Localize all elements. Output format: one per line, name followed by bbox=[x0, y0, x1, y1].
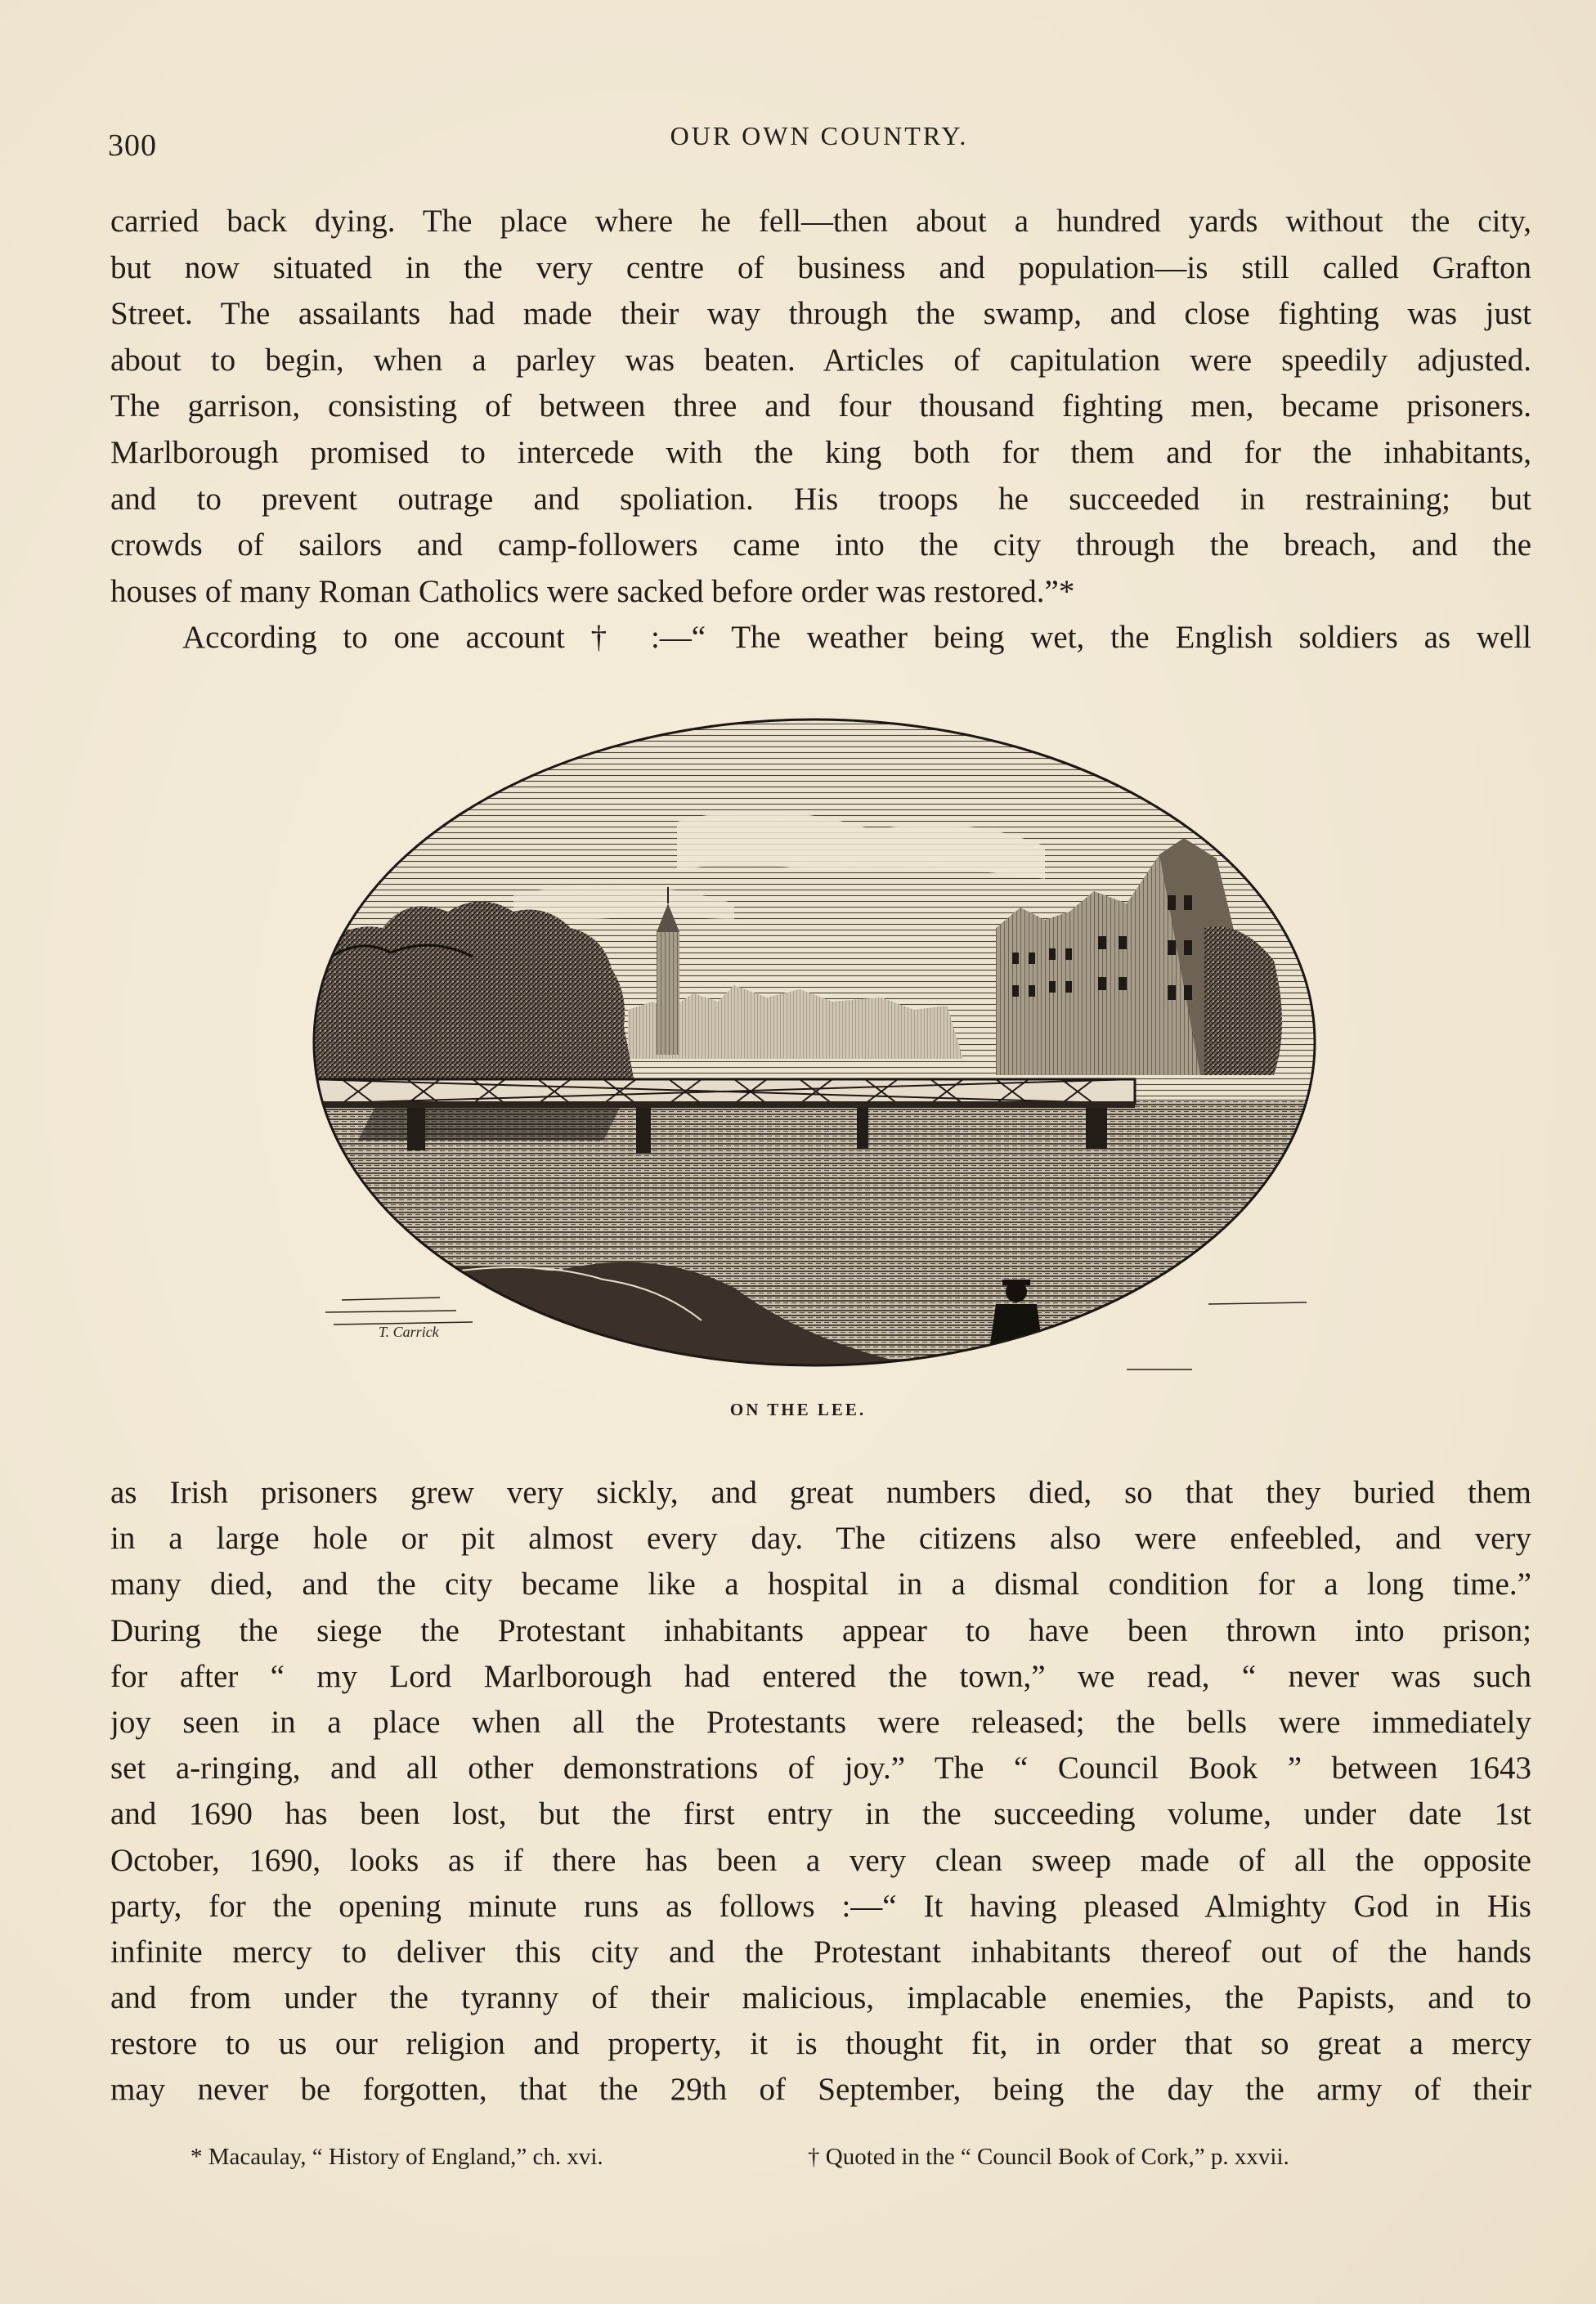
text-line: and 1690 has been lost, but the first entry in the succeeding volume, under date 1st bbox=[110, 1796, 1531, 1832]
engraving-on-the-lee bbox=[309, 715, 1336, 1392]
body-text-bottom bbox=[110, 1470, 1531, 2113]
text-line: Street. The assailants had made their way through the swamp, and close fighting was just bbox=[110, 296, 1531, 332]
body-text-top bbox=[110, 199, 1531, 661]
footnote-macaulay: * Macaulay, “ History of England,” ch. xvi. bbox=[191, 2144, 603, 2170]
running-title: OUR OWN COUNTRY. bbox=[670, 121, 969, 150]
text-line: infinite mercy to deliver this city and the Protestant inhabitants thereof out of the hands bbox=[110, 1934, 1531, 1970]
text-line: and to prevent outrage and spoliation. His troops he succeeded in restraining; but bbox=[110, 481, 1531, 517]
page-number: 300 bbox=[108, 128, 157, 163]
text-line: party, for the opening minute runs as follows :—“ It having pleased Almighty God in His bbox=[110, 1888, 1531, 1924]
text-line: for after “ my Lord Marlborough had entered the town,” we read, “ never was such bbox=[110, 1658, 1531, 1694]
text-line: The garrison, consisting of between three and four thousand fighting men, became prisoners. bbox=[110, 388, 1531, 424]
text-line: During the siege the Protestant inhabitants appear to have been thrown into prison; bbox=[110, 1612, 1531, 1648]
figure-caption: ON THE LEE. bbox=[729, 1400, 867, 1419]
text-line: joy seen in a place when all the Protestants were released; the bells were immediately bbox=[110, 1704, 1531, 1740]
text-line: many died, and the city became like a hospital in a dismal condition for a long time.” bbox=[110, 1567, 1531, 1602]
footnotes bbox=[0, 2144, 1596, 2176]
text-line: set a-ringing, and all other demonstrations of joy.” The “ Council Book ” between 1643 bbox=[110, 1750, 1531, 1786]
text-line: in a large hole or pit almost every day. The citizens also were enfeebled, and very bbox=[110, 1521, 1531, 1557]
text-line: October, 1690, looks as if there has been a very clean sweep made of all the opposite bbox=[110, 1842, 1531, 1878]
text-line: houses of many Roman Catholics were sacked before order was restored.”* bbox=[110, 573, 1075, 609]
text-line: restore to us our religion and property, it is thought fit, in order that so great a mercy bbox=[110, 2026, 1531, 2062]
text-line: According to one account † :—“ The weather being wet, the English soldiers as well bbox=[182, 620, 1531, 656]
text-line: Marlborough promised to intercede with the king both for them and for the inhabitants, bbox=[110, 434, 1531, 470]
text-line: may never be forgotten, that the 29th of September, being the day the army of their bbox=[110, 2072, 1531, 2108]
footnote-council-book: † Quoted in the “ Council Book of Cork,” p. xxvii. bbox=[808, 2144, 1289, 2170]
engraver-signature: T. Carrick bbox=[379, 1324, 439, 1340]
text-line: crowds of sailors and camp-followers came into the city through the breach, and the bbox=[110, 527, 1531, 563]
text-line: and from under the tyranny of their malicious, implacable enemies, the Papists, and to bbox=[110, 1980, 1531, 2016]
text-line: but now situated in the very centre of business and population—is still called Grafton bbox=[110, 249, 1531, 285]
text-line: about to begin, when a parley was beaten. Articles of capitulation were speedily adjusted. bbox=[110, 342, 1531, 378]
text-line: as Irish prisoners grew very sickly, and great numbers died, so that they buried them bbox=[110, 1475, 1531, 1510]
page-header bbox=[108, 121, 1531, 170]
text-line: carried back dying. The place where he fell—then about a hundred yards without the city, bbox=[110, 204, 1531, 239]
